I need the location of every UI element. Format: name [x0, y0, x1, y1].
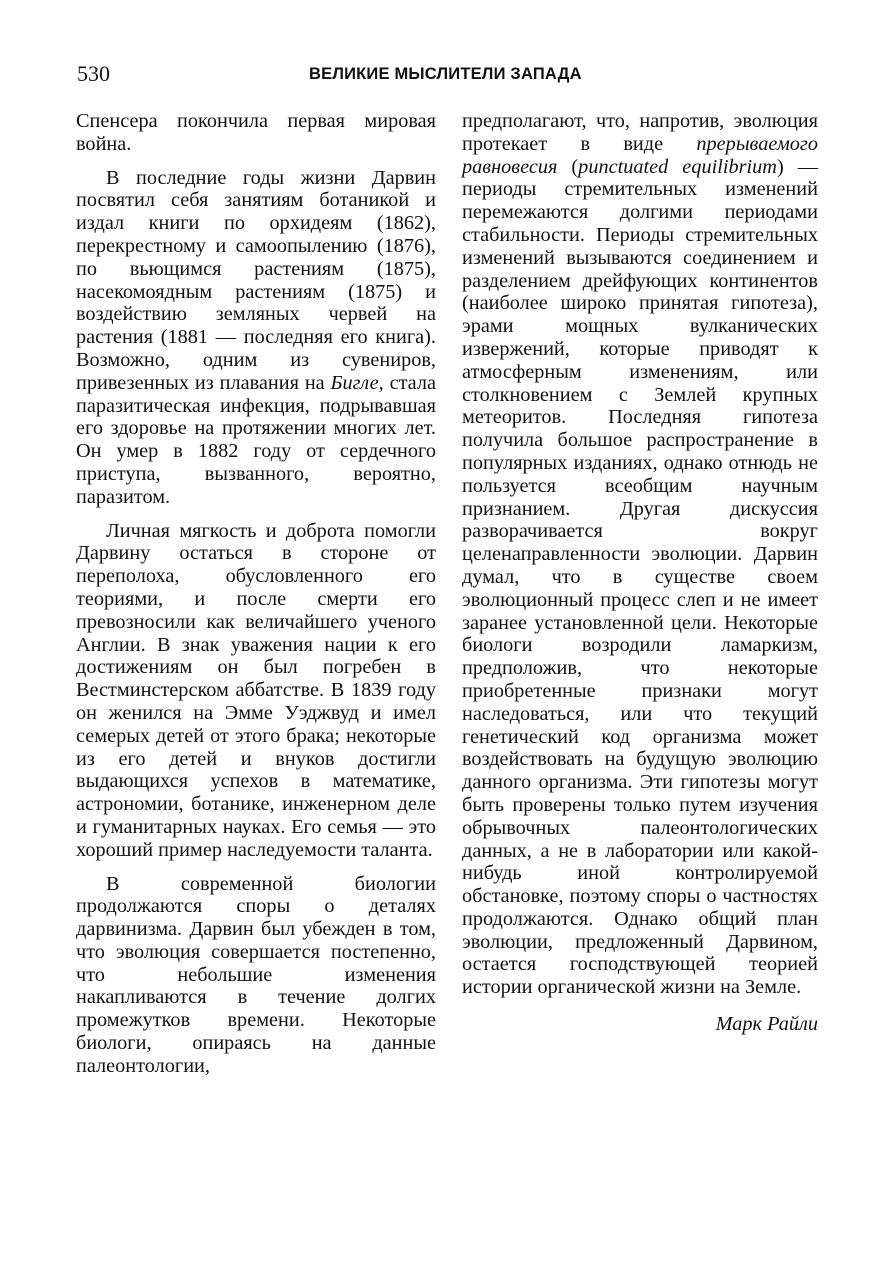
- paragraph-text: (: [557, 155, 579, 178]
- right-column: [462, 110, 818, 1036]
- paragraph-darwin-personality: Личная мягкость и доброта помогли Дарвину остаться в стороне от переполоха, обусловленного его теориями, и после смерти его превозносили как величайшего ученого Англии. В знак уважения нации к его достижениям он был погребен в Вестминстерском аббатстве. В 1839 году он женился на Эмме Уэджвуд и имел семерых детей от этого брака; некоторые из его детей и внуков достигли выдающихся успехов в математике, астрономии, ботанике, инженерном деле и гуманитарных науках. Его семья — это хороший пример наследуемости таланта.: [76, 519, 436, 861]
- term-italic-en: punctuated equilibrium: [578, 155, 777, 178]
- paragraph-darwin-last-years: [76, 167, 436, 509]
- paragraph-punctuated-equilibrium: [462, 110, 818, 999]
- paragraph-continuation: Спенсера покончила первая мировая война.: [76, 110, 436, 155]
- term-italic-ru: прерываемого равновесия: [462, 132, 818, 178]
- paragraph-modern-biology: В современной биологии продолжаются споры о деталях дарвинизма. Дарвин был убежден в том, что эволюция совершается постепенно, что небольшие изменения накапливаются в течение долгих промежутков времени. Некоторые биологи, опираясь на данные палеонтологии,: [76, 872, 436, 1077]
- running-title: ВЕЛИКИЕ МЫСЛИТЕЛИ ЗАПАДА: [309, 65, 582, 83]
- ship-name-italic: Бигле: [330, 371, 379, 394]
- paragraph-text: В последние годы жизни Дарвин посвятил себя занятиям ботаникой и издал книги по орхидеям (1862), перекрестному и самоопылению (1876), по вьющимся растениям (1875), насекомоядным растениям (1875) и воздействию земляных червей на растения (1881 — последняя его книга). Возможно, одним из сувениров, привезенных из плавания на: [76, 166, 436, 394]
- paragraph-text: ) — периоды стремительных изменений перемежаются долгими периодами стабильности. Периоды стремительных изменений вызываются соединением и разделением дрейфующих континентов (наиболее широко принятая гипотеза), эрами мощных вулканических извержений, которые приводят к атмосферным изменениям, или столкновением с Землей крупных метеоритов. Последняя гипотеза получила большое распространение в популярных изданиях, однако отнюдь не пользуется всеобщим научным признанием. Другая дискуссия разворачивается вокруг целенаправленности эволюции. Дарвин думал, что в существе своем эволюционный процесс слеп и не имеет заранее установленной цели. Некоторые биологи возродили ламаркизм, предположив, что некоторые приобретенные признаки могут наследоваться, или что текущий генетический код организма может воздействовать на будущую эволюцию данного организма. Эти гипотезы могут быть проверены только путем изучения обрывочных палеонтологических данных, а не в лаборатории или какой-нибудь иной контролируемой обстановке, поэтому споры о частностях продолжаются. Однако общий план эволюции, предложенный Дарвином, остается господствующей теорией истории органической жизни на Земле.: [462, 155, 818, 999]
- paragraph-text: , стала паразитическая инфекция, подрывавшая его здоровье на протяжении многих лет. Он умер в 1882 году от сердечного приступа, вызванного, вероятно, паразитом.: [76, 371, 436, 508]
- page-header: [77, 58, 818, 90]
- author-signature: Марк Райли: [715, 1013, 818, 1036]
- left-column: [76, 110, 436, 1078]
- paragraph-text: предполагают, что, напротив, эволюция протекает в виде: [462, 110, 818, 155]
- page-number: 530: [77, 61, 110, 86]
